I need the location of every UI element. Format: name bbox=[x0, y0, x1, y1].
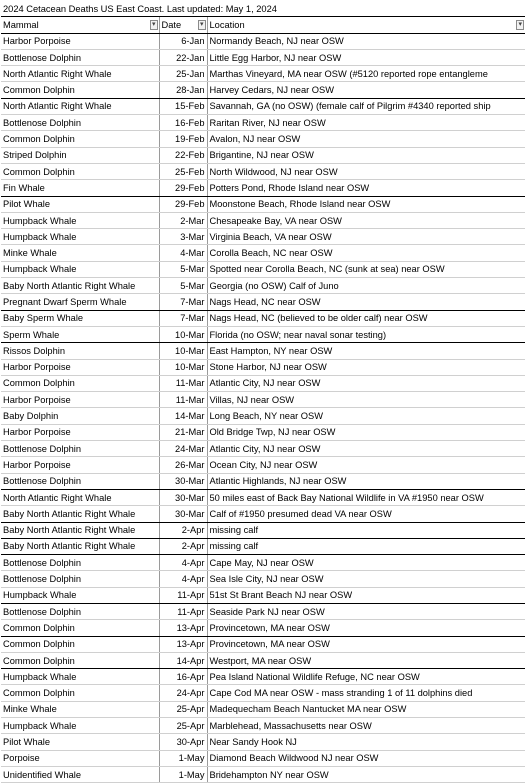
date-cell[interactable]: 25-Jan bbox=[159, 66, 207, 82]
sheet-title: 2024 Cetacean Deaths US East Coast. Last updated: May 1, 2024 bbox=[1, 1, 525, 17]
date-cell[interactable]: 1-May bbox=[159, 766, 207, 782]
date-cell[interactable]: 1-May bbox=[159, 750, 207, 766]
mammal-cell[interactable]: Pilot Whale bbox=[1, 734, 159, 750]
location-cell[interactable]: Diamond Beach Wildwood NJ near OSW bbox=[207, 750, 525, 766]
location-cell[interactable]: Nags Head, NC (believed to be older calf) near OSW bbox=[207, 310, 525, 326]
header-mammal[interactable] bbox=[1, 17, 159, 33]
cetacean-deaths-sheet bbox=[1, 1, 525, 783]
mammal-cell[interactable]: Pilot Whale bbox=[1, 196, 159, 212]
date-cell[interactable]: 10-Mar bbox=[159, 326, 207, 342]
location-cell[interactable]: Provincetown, MA near OSW bbox=[207, 620, 525, 636]
date-cell[interactable]: 29-Feb bbox=[159, 180, 207, 196]
date-cell[interactable]: 2-Apr bbox=[159, 538, 207, 554]
table-row[interactable] bbox=[1, 603, 525, 619]
date-cell[interactable]: 3-Mar bbox=[159, 229, 207, 245]
date-cell[interactable]: 11-Apr bbox=[159, 587, 207, 603]
location-cell[interactable]: Atlantic City, NJ near OSW bbox=[207, 441, 525, 457]
table-row[interactable] bbox=[1, 392, 525, 408]
table-row[interactable] bbox=[1, 261, 525, 277]
location-cell[interactable]: Madequecham Beach Nantucket MA near OSW bbox=[207, 701, 525, 717]
header-row bbox=[1, 17, 525, 33]
date-cell[interactable]: 13-Apr bbox=[159, 620, 207, 636]
location-cell[interactable]: Old Bridge Twp, NJ near OSW bbox=[207, 424, 525, 440]
table-row[interactable] bbox=[1, 734, 525, 750]
location-cell[interactable]: Provincetown, MA near OSW bbox=[207, 636, 525, 652]
location-cell[interactable]: Normandy Beach, NJ near OSW bbox=[207, 33, 525, 49]
date-cell[interactable]: 14-Mar bbox=[159, 408, 207, 424]
table-row[interactable] bbox=[1, 636, 525, 652]
location-cell[interactable]: East Hampton, NY near OSW bbox=[207, 343, 525, 359]
location-cell[interactable]: Moonstone Beach, Rhode Island near OSW bbox=[207, 196, 525, 212]
date-cell[interactable]: 14-Apr bbox=[159, 652, 207, 668]
mammal-cell[interactable]: Common Dolphin bbox=[1, 82, 159, 98]
date-cell[interactable]: 29-Feb bbox=[159, 196, 207, 212]
table-row[interactable] bbox=[1, 620, 525, 636]
table-row[interactable] bbox=[1, 229, 525, 245]
location-cell[interactable]: North Wildwood, NJ near OSW bbox=[207, 163, 525, 179]
mammal-cell[interactable]: Humpback Whale bbox=[1, 212, 159, 228]
table-row[interactable] bbox=[1, 718, 525, 734]
mammal-cell[interactable]: Bottlenose Dolphin bbox=[1, 441, 159, 457]
table-row[interactable] bbox=[1, 685, 525, 701]
date-cell[interactable]: 15-Feb bbox=[159, 98, 207, 114]
mammal-cell[interactable]: Bottlenose Dolphin bbox=[1, 473, 159, 489]
location-cell[interactable]: 50 miles east of Back Bay National Wildlife in VA #1950 near OSW bbox=[207, 489, 525, 505]
mammal-cell[interactable]: Common Dolphin bbox=[1, 636, 159, 652]
location-cell[interactable]: Brigantine, NJ near OSW bbox=[207, 147, 525, 163]
date-cell[interactable]: 5-Mar bbox=[159, 261, 207, 277]
location-cell[interactable]: Near Sandy Hook NJ bbox=[207, 734, 525, 750]
mammal-cell[interactable]: Rissos Dolphin bbox=[1, 343, 159, 359]
mammal-cell[interactable]: Common Dolphin bbox=[1, 685, 159, 701]
header-mammal-label: Mammal bbox=[3, 19, 39, 30]
table-row[interactable] bbox=[1, 66, 525, 82]
mammal-cell[interactable]: Bottlenose Dolphin bbox=[1, 555, 159, 571]
filter-dropdown-icon[interactable]: ▾ bbox=[518, 21, 522, 29]
location-cell[interactable]: Villas, NJ near OSW bbox=[207, 392, 525, 408]
location-cell[interactable]: Sea Isle City, NJ near OSW bbox=[207, 571, 525, 587]
mammal-cell[interactable]: Porpoise bbox=[1, 750, 159, 766]
table-row[interactable] bbox=[1, 82, 525, 98]
table-row[interactable] bbox=[1, 489, 525, 505]
table-row[interactable] bbox=[1, 701, 525, 717]
mammal-cell[interactable]: Baby North Atlantic Right Whale bbox=[1, 538, 159, 554]
location-cell[interactable]: Stone Harbor, NJ near OSW bbox=[207, 359, 525, 375]
mammal-cell[interactable]: Harbor Porpoise bbox=[1, 392, 159, 408]
location-cell[interactable]: Cape May, NJ near OSW bbox=[207, 555, 525, 571]
table-row[interactable] bbox=[1, 196, 525, 212]
table-row[interactable] bbox=[1, 473, 525, 489]
location-cell[interactable]: Spotted near Corolla Beach, NC (sunk at sea) near OSW bbox=[207, 261, 525, 277]
mammal-cell[interactable]: Bottlenose Dolphin bbox=[1, 603, 159, 619]
mammal-cell[interactable]: Harbor Porpoise bbox=[1, 359, 159, 375]
date-cell[interactable]: 2-Mar bbox=[159, 212, 207, 228]
location-cell[interactable]: Corolla Beach, NC near OSW bbox=[207, 245, 525, 261]
table-row[interactable] bbox=[1, 180, 525, 196]
table-row[interactable] bbox=[1, 33, 525, 49]
mammal-cell[interactable]: Pregnant Dwarf Sperm Whale bbox=[1, 294, 159, 310]
date-cell[interactable]: 13-Apr bbox=[159, 636, 207, 652]
location-cell[interactable]: Georgia (no OSW) Calf of Juno bbox=[207, 278, 525, 294]
mammal-cell[interactable]: Harbor Porpoise bbox=[1, 424, 159, 440]
date-cell[interactable]: 10-Mar bbox=[159, 359, 207, 375]
table-row[interactable] bbox=[1, 571, 525, 587]
table-row[interactable] bbox=[1, 245, 525, 261]
date-cell[interactable]: 30-Mar bbox=[159, 489, 207, 505]
location-cell[interactable]: Potters Pond, Rhode Island near OSW bbox=[207, 180, 525, 196]
mammal-cell[interactable]: Minke Whale bbox=[1, 701, 159, 717]
date-cell[interactable]: 28-Jan bbox=[159, 82, 207, 98]
mammal-cell[interactable]: Humpback Whale bbox=[1, 229, 159, 245]
location-cell[interactable]: Marthas Vineyard, MA near OSW (#5120 reported rope entangleme bbox=[207, 66, 525, 82]
filter-dropdown-icon[interactable]: ▾ bbox=[199, 21, 204, 29]
table-row[interactable] bbox=[1, 278, 525, 294]
location-cell[interactable]: Raritan River, NJ near OSW bbox=[207, 115, 525, 131]
date-cell[interactable]: 22-Jan bbox=[159, 49, 207, 65]
date-cell[interactable]: 30-Mar bbox=[159, 473, 207, 489]
mammal-cell[interactable]: Baby North Atlantic Right Whale bbox=[1, 506, 159, 522]
table-row[interactable] bbox=[1, 750, 525, 766]
location-cell[interactable]: Pea Island National Wildlife Refuge, NC near OSW bbox=[207, 669, 525, 685]
location-cell[interactable]: 51st St Brant Beach NJ near OSW bbox=[207, 587, 525, 603]
location-cell[interactable]: Chesapeake Bay, VA near OSW bbox=[207, 212, 525, 228]
date-cell[interactable]: 22-Feb bbox=[159, 147, 207, 163]
table-row[interactable] bbox=[1, 98, 525, 114]
mammal-cell[interactable]: Bottlenose Dolphin bbox=[1, 49, 159, 65]
date-cell[interactable]: 19-Feb bbox=[159, 131, 207, 147]
mammal-cell[interactable]: Baby North Atlantic Right Whale bbox=[1, 522, 159, 538]
date-cell[interactable]: 10-Mar bbox=[159, 343, 207, 359]
date-cell[interactable]: 11-Mar bbox=[159, 375, 207, 391]
date-cell[interactable]: 4-Mar bbox=[159, 245, 207, 261]
location-cell[interactable]: Savannah, GA (no OSW) (female calf of Pilgrim #4340 reported ship bbox=[207, 98, 525, 114]
date-cell[interactable]: 4-Apr bbox=[159, 555, 207, 571]
table-row[interactable] bbox=[1, 766, 525, 782]
date-cell[interactable]: 25-Apr bbox=[159, 701, 207, 717]
mammal-cell[interactable]: North Atlantic Right Whale bbox=[1, 66, 159, 82]
location-cell[interactable]: Little Egg Harbor, NJ near OSW bbox=[207, 49, 525, 65]
header-date[interactable] bbox=[159, 17, 207, 33]
table-row[interactable] bbox=[1, 343, 525, 359]
table-row[interactable] bbox=[1, 294, 525, 310]
mammal-cell[interactable]: Unidentified Whale bbox=[1, 766, 159, 782]
location-cell[interactable]: Ocean City, NJ near OSW bbox=[207, 457, 525, 473]
header-date-label: Date bbox=[161, 19, 182, 30]
table-row[interactable] bbox=[1, 652, 525, 668]
location-cell[interactable]: Calf of #1950 presumed dead VA near OSW bbox=[207, 506, 525, 522]
mammal-cell[interactable]: Baby Dolphin bbox=[1, 408, 159, 424]
date-cell[interactable]: 2-Apr bbox=[159, 522, 207, 538]
table-row[interactable] bbox=[1, 506, 525, 522]
mammal-cell[interactable]: Striped Dolphin bbox=[1, 147, 159, 163]
table-row[interactable] bbox=[1, 131, 525, 147]
location-cell[interactable]: Avalon, NJ near OSW bbox=[207, 131, 525, 147]
location-cell[interactable]: Westport, MA near OSW bbox=[207, 652, 525, 668]
header-location[interactable] bbox=[207, 17, 525, 33]
title-row bbox=[1, 1, 525, 17]
location-cell[interactable]: Atlantic Highlands, NJ near OSW bbox=[207, 473, 525, 489]
location-cell[interactable]: Harvey Cedars, NJ near OSW bbox=[207, 82, 525, 98]
mammal-cell[interactable]: Harbor Porpoise bbox=[1, 457, 159, 473]
mammal-cell[interactable]: Common Dolphin bbox=[1, 163, 159, 179]
mammal-cell[interactable]: Baby North Atlantic Right Whale bbox=[1, 278, 159, 294]
table-row[interactable] bbox=[1, 49, 525, 65]
table-row[interactable] bbox=[1, 441, 525, 457]
mammal-cell[interactable]: Common Dolphin bbox=[1, 131, 159, 147]
mammal-cell[interactable]: Humpback Whale bbox=[1, 718, 159, 734]
date-cell[interactable]: 21-Mar bbox=[159, 424, 207, 440]
location-cell[interactable]: Seaside Park NJ near OSW bbox=[207, 603, 525, 619]
date-cell[interactable]: 11-Mar bbox=[159, 392, 207, 408]
date-cell[interactable]: 25-Apr bbox=[159, 718, 207, 734]
table-row[interactable] bbox=[1, 326, 525, 342]
date-cell[interactable]: 24-Apr bbox=[159, 685, 207, 701]
location-cell[interactable]: Nags Head, NC near OSW bbox=[207, 294, 525, 310]
mammal-cell[interactable]: Humpback Whale bbox=[1, 669, 159, 685]
date-cell[interactable]: 30-Mar bbox=[159, 506, 207, 522]
mammal-cell[interactable]: Bottlenose Dolphin bbox=[1, 571, 159, 587]
mammal-cell[interactable]: Humpback Whale bbox=[1, 261, 159, 277]
date-cell[interactable]: 30-Apr bbox=[159, 734, 207, 750]
location-cell[interactable]: Bridehampton NY near OSW bbox=[207, 766, 525, 782]
mammal-cell[interactable]: Common Dolphin bbox=[1, 375, 159, 391]
mammal-cell[interactable]: North Atlantic Right Whale bbox=[1, 489, 159, 505]
table-row[interactable] bbox=[1, 424, 525, 440]
table-row[interactable] bbox=[1, 163, 525, 179]
location-cell[interactable]: Virginia Beach, VA near OSW bbox=[207, 229, 525, 245]
mammal-cell[interactable]: Fin Whale bbox=[1, 180, 159, 196]
date-cell[interactable]: 16-Apr bbox=[159, 669, 207, 685]
table-row[interactable] bbox=[1, 359, 525, 375]
location-cell[interactable]: Cape Cod MA near OSW - mass stranding 1 of 11 dolphins died bbox=[207, 685, 525, 701]
date-cell[interactable]: 5-Mar bbox=[159, 278, 207, 294]
location-cell[interactable]: missing calf bbox=[207, 538, 525, 554]
location-cell[interactable]: Long Beach, NY near OSW bbox=[207, 408, 525, 424]
table-row[interactable] bbox=[1, 115, 525, 131]
table-row[interactable] bbox=[1, 522, 525, 538]
table-row[interactable] bbox=[1, 212, 525, 228]
table-row[interactable] bbox=[1, 310, 525, 326]
table-row[interactable] bbox=[1, 147, 525, 163]
location-cell[interactable]: missing calf bbox=[207, 522, 525, 538]
mammal-cell[interactable]: Harbor Porpoise bbox=[1, 33, 159, 49]
table-row[interactable] bbox=[1, 375, 525, 391]
date-cell[interactable]: 11-Apr bbox=[159, 603, 207, 619]
date-cell[interactable]: 25-Feb bbox=[159, 163, 207, 179]
mammal-cell[interactable]: Sperm Whale bbox=[1, 326, 159, 342]
date-cell[interactable]: 7-Mar bbox=[159, 294, 207, 310]
date-cell[interactable]: 7-Mar bbox=[159, 310, 207, 326]
table-row[interactable] bbox=[1, 555, 525, 571]
mammal-cell[interactable]: Humpback Whale bbox=[1, 587, 159, 603]
filter-dropdown-icon[interactable]: ▾ bbox=[151, 21, 156, 29]
mammal-cell[interactable]: Common Dolphin bbox=[1, 652, 159, 668]
table-row[interactable] bbox=[1, 538, 525, 554]
table-row[interactable] bbox=[1, 669, 525, 685]
mammal-cell[interactable]: Baby Sperm Whale bbox=[1, 310, 159, 326]
table-row[interactable] bbox=[1, 457, 525, 473]
date-cell[interactable]: 24-Mar bbox=[159, 441, 207, 457]
mammal-cell[interactable]: Bottlenose Dolphin bbox=[1, 115, 159, 131]
mammal-cell[interactable]: Common Dolphin bbox=[1, 620, 159, 636]
mammal-cell[interactable]: North Atlantic Right Whale bbox=[1, 98, 159, 114]
header-location-label: Location bbox=[209, 19, 245, 30]
table-row[interactable] bbox=[1, 587, 525, 603]
mammal-cell[interactable]: Minke Whale bbox=[1, 245, 159, 261]
date-cell[interactable]: 6-Jan bbox=[159, 33, 207, 49]
date-cell[interactable]: 4-Apr bbox=[159, 571, 207, 587]
location-cell[interactable]: Florida (no OSW; near naval sonar testing) bbox=[207, 326, 525, 342]
location-cell[interactable]: Marblehead, Massachusetts near OSW bbox=[207, 718, 525, 734]
date-cell[interactable]: 16-Feb bbox=[159, 115, 207, 131]
location-cell[interactable]: Atlantic City, NJ near OSW bbox=[207, 375, 525, 391]
table-row[interactable] bbox=[1, 408, 525, 424]
date-cell[interactable]: 26-Mar bbox=[159, 457, 207, 473]
